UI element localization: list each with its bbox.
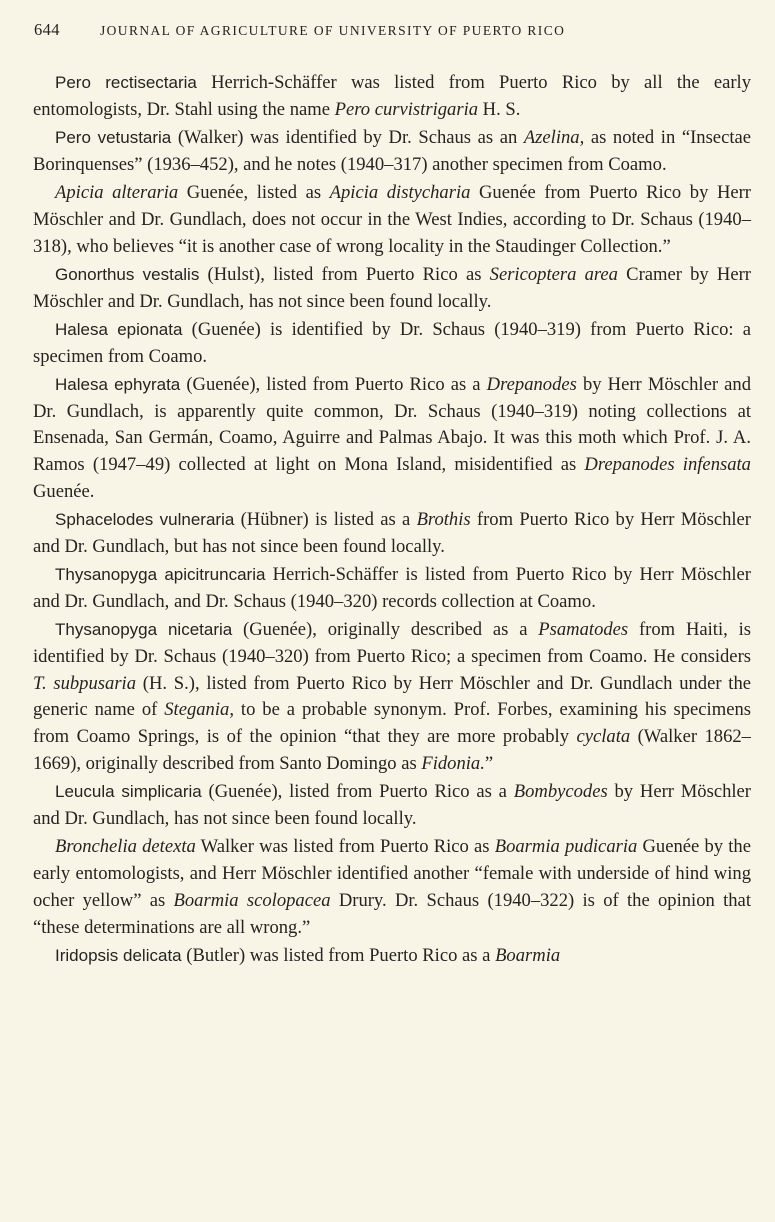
italic-name: Fidonia. [421,753,485,775]
entry-halesa-ephyrata [33,372,751,506]
italic-name: Boarmia pudicaria [494,836,638,858]
entry-text: to be a probable synonym. Prof. Forbes, examining his specimens from Coamo Springs, is of the opinion “that they are more probably [33,699,751,748]
entry-text: (H. S.), listed from Puerto Rico by Herr Möschler and Dr. Gundlach under the generic name of [33,672,751,721]
entry-text: by Herr Möschler and Dr. Gundlach, is apparently quite common, Dr. Schaus (1940–319) noting collections at Ensenada, San Germán, Coamo, Aguirre and Palmas Abajo. It was this moth which Prof. J. A. Ramos (1947–49) collected at light on Mona Island, misidentified as [33,373,751,476]
entry-bronchelia-detexta [33,834,751,941]
italic-name: Boarmia [495,944,561,966]
species-name: Pero vetustaria [55,127,172,147]
entry-text: Guenée by the early entomologists, and Herr Möschler identified another “female with underside of hind wing ocher yellow” as [33,836,751,911]
entry-pero-rectisectaria [33,70,751,124]
italic-name: Drepanodes infensata [584,454,751,476]
entry-gonorthus-vestalis [33,262,751,316]
entry-text: (Hübner) is listed as a [234,509,417,531]
species-name: Thysanopyga nicetaria [55,620,233,640]
entry-sphacelodes-vulneraria [33,507,751,561]
entry-text: ” [484,753,494,775]
entry-text: (Walker 1862–1669), originally described from Santo Domingo as [33,726,751,775]
entry-pero-vetustaria [33,125,751,179]
italic-name: Apicia distycharia [329,181,471,203]
entry-text: (Walker) was identified by Dr. Schaus as an [171,126,524,148]
entry-halesa-epionata [33,317,751,371]
entry-text: Guenée, listed as [178,181,330,203]
running-header [34,20,734,40]
entry-thysanopyga-nicetaria [33,617,751,778]
entry-text: (Guenée), listed from Puerto Rico as a [201,781,514,803]
entry-text: H. S. [478,98,521,120]
species-name: Leucula simplicaria [55,782,202,802]
italic-name: Brothis [416,509,471,531]
italic-name: Stegania, [164,699,234,721]
species-name: Pero rectisectaria [55,73,197,92]
entry-text: (Butler) was listed from Puerto Rico as a [181,944,496,966]
italic-name: Bronchelia detexta [55,836,196,858]
entry-text: Drury. Dr. Schaus (1940–322) is of the opinion that “these determinations are all wrong.” [33,889,751,938]
page-number: 644 [34,20,60,39]
entry-apicia-alteraria [33,180,751,260]
entry-text: (Guenée), originally described as a [232,619,539,641]
entry-text: Herrich-Schäffer is listed from Puerto Rico by Herr Möschler and Dr. Gundlach, and Dr. Schaus (1940–320) records collection at Coamo. [33,564,751,612]
entry-text: by Herr Möschler and Dr. Gundlach, has not since been found locally. [33,781,751,830]
italic-name: cyclata [576,726,631,748]
species-name: Gonorthus vestalis [55,264,200,284]
entry-text: Walker was listed from Puerto Rico as [195,836,495,858]
entry-text: Guenée from Puerto Rico by Herr Möschler and Dr. Gundlach, does not occur in the West Indies, according to Dr. Schaus (1940–318), who believes “it is another case of wrong locality in the Staudinger Collection.” [33,181,752,257]
species-name: Halesa epionata [55,319,183,339]
entry-text: from Puerto Rico by Herr Möschler and Dr. Gundlach, but has not since been found locally. [33,509,752,557]
entry-text: (Guenée) is identified by Dr. Schaus (1940–319) from Puerto Rico: a specimen from Coamo. [33,318,751,367]
species-name: Sphacelodes vulneraria [55,510,235,530]
journal-title: JOURNAL OF AGRICULTURE OF UNIVERSITY OF PUERTO RICO [100,23,566,38]
italic-name: Bombycodes [513,781,608,803]
italic-name: Boarmia scolopacea [173,889,331,911]
entry-thysanopyga-apicitruncaria [33,562,751,616]
italic-name: Apicia alteraria [55,181,179,203]
species-name: Iridopsis delicata [55,945,182,965]
italic-name: T. subpusaria [33,672,137,694]
entry-text: Herrich-Schäffer was listed from Puerto Rico by all the early entomologists, Dr. Stahl using the name [33,72,751,120]
entry-text: Guenée. [33,480,95,502]
article-body [33,70,751,971]
italic-name: Psamatodes [538,619,629,641]
italic-name: Drepanodes [486,373,577,395]
entry-text: (Guenée), listed from Puerto Rico as a [180,373,487,395]
italic-name: Sericoptera area [489,263,618,285]
entry-text: from Haiti, is identified by Dr. Schaus (1940–320) from Puerto Rico; a specimen from Coamo. He considers [33,619,752,667]
entry-text: (Hulst), listed from Puerto Rico as [199,263,490,285]
species-name: Halesa ephyrata [55,374,181,394]
italic-name: Azelina, [523,126,585,148]
species-name: Thysanopyga apicitruncaria [55,565,266,585]
entry-iridopsis-delicata [33,943,751,970]
entry-text: Cramer by Herr Möschler and Dr. Gundlach, has not since been found locally. [33,263,751,312]
italic-name: Pero curvistrigaria [334,98,479,120]
entry-leucula-simplicaria [33,779,751,833]
entry-text: as noted in “Insectae Borinquenses” (1936–452), and he notes (1940–317) another specimen from Coamo. [33,126,751,175]
